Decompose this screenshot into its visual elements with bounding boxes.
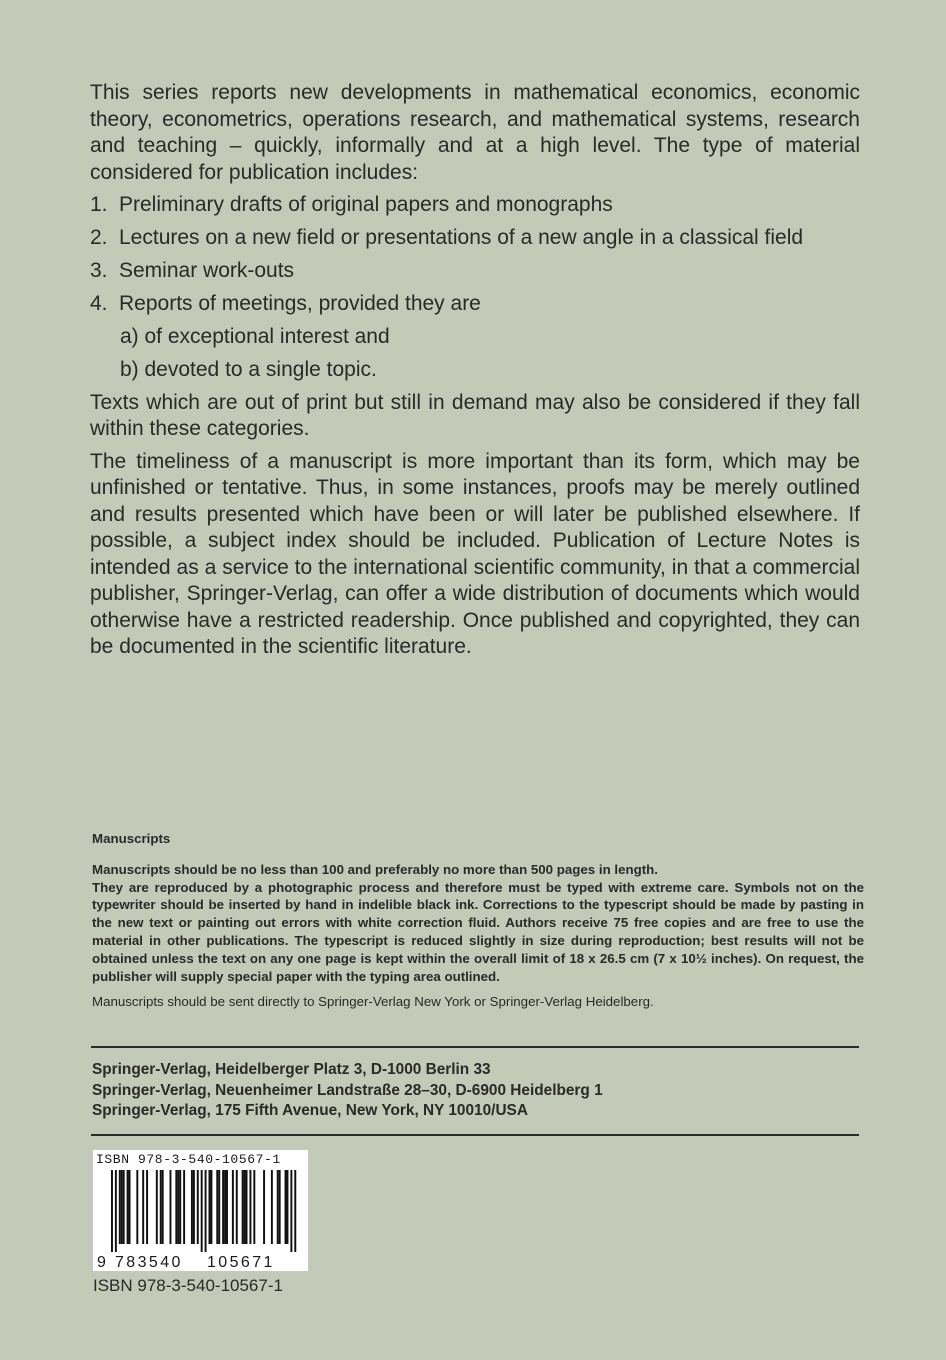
manuscripts-heading: Manuscripts (92, 831, 171, 846)
barcode-bar (197, 1170, 199, 1244)
barcode-bar (232, 1170, 234, 1244)
barcode-bar (123, 1170, 125, 1244)
divider-top (91, 1046, 859, 1048)
manuscripts-section (92, 830, 864, 1011)
barcode-bar (156, 1170, 158, 1244)
barcode-bar (142, 1170, 144, 1244)
list-text: Preliminary drafts of original papers and monographs (119, 193, 613, 216)
timeliness-paragraph: The timeliness of a manuscript is more important than its form, which may be unfinished or tentative. Thus, in some instances, proofs may be merely outlined and results presented which have been or will later be published elsewhere. If possible, a subject index should be included. Publication of Lecture Notes is intended as a service to the international scientific community, in that a commercial publisher, Springer-Verlag, can offer a wide distribution of documents which would otherwise have a restricted readership. Once published and copyrighted, they can be documented in the scientific literature. (90, 449, 860, 658)
barcode-bar (246, 1170, 248, 1244)
barcode-bar (201, 1170, 203, 1252)
barcode-bar (216, 1170, 218, 1244)
barcode-bar (162, 1170, 164, 1244)
list-number: 4. (90, 292, 108, 315)
barcode-bar (279, 1170, 281, 1244)
isbn-barcode (93, 1150, 308, 1271)
barcode-bar (119, 1170, 121, 1244)
barcode-bar (285, 1170, 287, 1244)
out-of-print-paragraph: Texts which are out of print but still in demand may also be considered if they fall within these categories. (90, 390, 860, 440)
manuscripts-instructions: They are reproduced by a photographic process and therefore must be typed with extreme care. Symbols not on the typewriter should be inserted by hand in indelible black ink. Corrections to the typescript should be made by pasting in the new text or painting out errors with white correction fluid. Authors receive 75 free copies and are free to use the material in other publications. The typescript is reduced slightly in size during reproduction; best results will not be obtained unless the text on any one page is kept within the overall limit of 18 x 26.5 cm (7 x 10½ inches). On request, the publisher will supply special paper with the typing area outlined. (92, 879, 864, 984)
publisher-addresses (92, 1060, 862, 1122)
barcode-bar (121, 1170, 123, 1244)
list-text: Reports of meetings, provided they are (119, 292, 481, 315)
divider-bottom (91, 1134, 859, 1136)
series-description (90, 80, 860, 661)
barcode-bar (294, 1170, 296, 1252)
list-item (90, 192, 860, 219)
address-new-york: Springer-Verlag, 175 Fifth Avenue, New York, NY 10010/USA (92, 1102, 528, 1119)
manuscripts-length: Manuscripts should be no less than 100 and preferably no more than 500 pages in length. (92, 861, 658, 877)
barcode-bar (183, 1170, 185, 1244)
barcode-bar (218, 1170, 220, 1244)
list-number: 2. (90, 226, 108, 249)
barcode-isbn-label: ISBN 978-3-540-10567-1 (96, 1152, 281, 1167)
barcode-bar (179, 1170, 181, 1244)
list-text: Seminar work-outs (119, 259, 295, 282)
barcode-bar (175, 1170, 177, 1244)
barcode-bar (224, 1170, 226, 1244)
barcode-bar (115, 1170, 117, 1252)
barcode-bar (136, 1170, 138, 1244)
list-item (90, 258, 860, 285)
barcode-digits-right: 105671 (207, 1254, 275, 1271)
barcode-bar (177, 1170, 179, 1244)
barcode-bar (249, 1170, 251, 1244)
barcode-bar (244, 1170, 246, 1244)
barcode-bar (210, 1170, 212, 1244)
address-heidelberg: Springer-Verlag, Neuenheimer Landstraße 28–30, D-6900 Heidelberg 1 (92, 1081, 603, 1099)
barcode-bar (111, 1170, 113, 1252)
barcode-bar (253, 1170, 255, 1244)
barcode-bar (209, 1170, 211, 1244)
list-number: 1. (90, 193, 108, 216)
barcode-bar (127, 1170, 129, 1244)
list-number: 3. (90, 259, 108, 282)
barcode-bar (242, 1170, 244, 1244)
barcode-bar (277, 1170, 279, 1244)
sub-list-item: b) devoted to a single topic. (120, 358, 377, 381)
barcode-bar (146, 1170, 148, 1244)
barcode-bar (205, 1170, 207, 1252)
barcode-digits-left: 783540 (115, 1254, 183, 1271)
list-item (90, 291, 860, 318)
list-item (90, 225, 860, 252)
sub-list-item: a) of exceptional interest and (120, 325, 390, 348)
barcode-bar (193, 1170, 195, 1244)
barcode-bars (93, 1168, 308, 1271)
barcode-bar (263, 1170, 265, 1244)
address-berlin: Springer-Verlag, Heidelberger Platz 3, D-1000 Berlin 33 (92, 1061, 491, 1078)
manuscripts-send: Manuscripts should be sent directly to Springer-Verlag New York or Springer-Verlag Heidelberg. (92, 994, 654, 1010)
barcode-bar (191, 1170, 193, 1244)
intro-paragraph: This series reports new developments in mathematical economics, economic theory, econometrics, operations research, and mathematical systems, research and teaching – quickly, informally and at a high level. The type of material considered for publication includes: (90, 81, 860, 184)
isbn-caption: ISBN 978-3-540-10567-1 (93, 1276, 283, 1295)
barcode-bar (222, 1170, 224, 1244)
barcode-bar (170, 1170, 172, 1244)
barcode-bar (287, 1170, 289, 1244)
material-list (90, 192, 860, 384)
barcode-bar (271, 1170, 273, 1244)
barcode-digit-lead: 9 (97, 1254, 106, 1271)
barcode-bar (290, 1170, 292, 1252)
barcode-bar (226, 1170, 228, 1244)
barcode-bar (236, 1170, 238, 1244)
list-text: Lectures on a new field or presentations of a new angle in a classical field (119, 226, 804, 249)
barcode-bar (129, 1170, 131, 1244)
barcode-bar (160, 1170, 162, 1244)
